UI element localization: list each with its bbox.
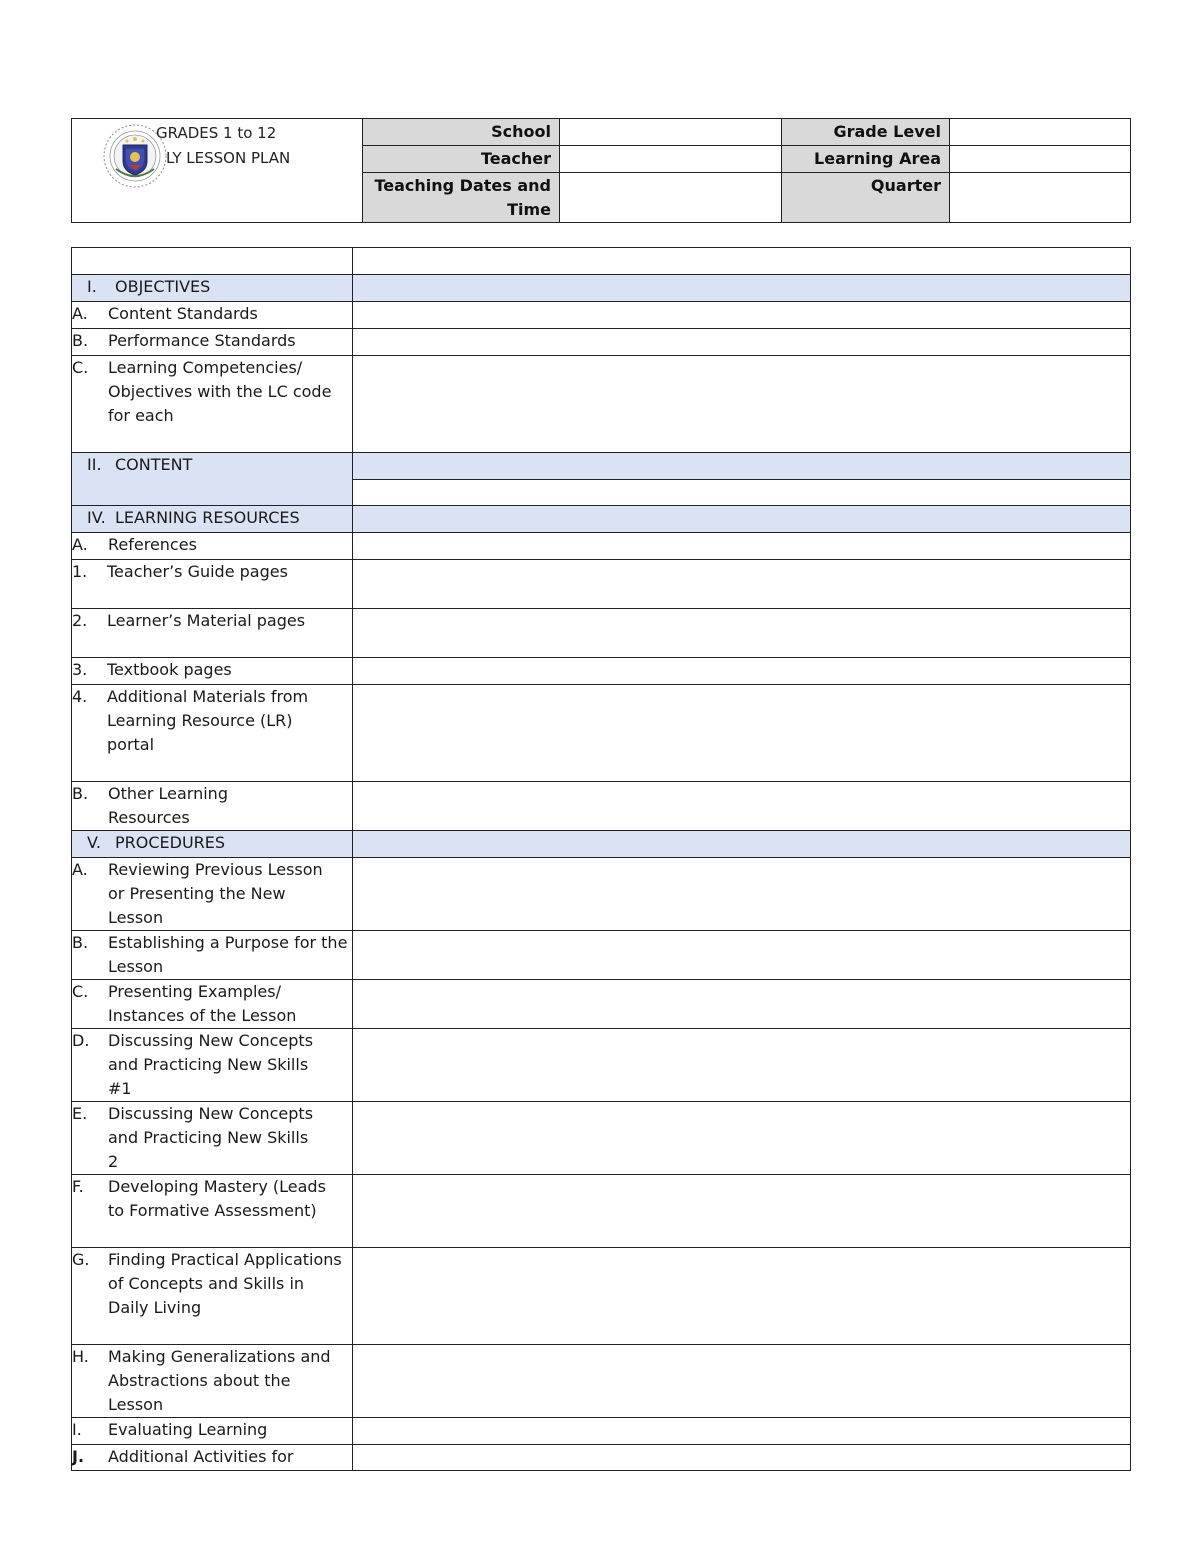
learning-area-field[interactable] [950, 146, 1131, 173]
section-label-objectives [72, 275, 353, 302]
item-marker: B. [72, 933, 89, 952]
row-label [72, 931, 353, 980]
row-label [72, 1175, 353, 1248]
teacher-field[interactable] [560, 146, 782, 173]
performance-standards-field[interactable] [353, 329, 1131, 356]
table-row [72, 931, 1131, 980]
item-text: Other Learning Resources [108, 784, 228, 827]
textbook-pages-field[interactable] [353, 658, 1131, 685]
row-label [72, 1029, 353, 1102]
lesson-plan-table [71, 247, 1131, 1471]
item-marker: 2. [72, 611, 88, 630]
table-row [72, 1248, 1131, 1345]
item-marker: 4. [72, 687, 88, 706]
item-text: Discussing New Concepts and Practicing New Skills 2 [108, 1104, 314, 1171]
table-row [72, 658, 1131, 685]
form-title-line1: GRADES 1 to 12 [156, 124, 277, 142]
establishing-purpose-field[interactable] [353, 931, 1131, 980]
item-marker: G. [72, 1250, 90, 1269]
table-row [72, 1029, 1131, 1102]
evaluating-learning-field[interactable] [353, 1418, 1131, 1445]
discussing-concepts-2-field[interactable] [353, 1102, 1131, 1175]
section-number: IV. [87, 508, 106, 527]
blank-cell [72, 248, 353, 275]
row-label [72, 1248, 353, 1345]
item-text: Establishing a Purpose for the Lesson [108, 933, 348, 976]
table-row [72, 302, 1131, 329]
row-label [72, 1418, 353, 1445]
section-fill [353, 831, 1131, 858]
table-row [72, 782, 1131, 831]
item-marker: F. [72, 1177, 84, 1196]
item-marker: E. [72, 1104, 88, 1123]
row-label [72, 609, 353, 658]
section-fill [353, 275, 1131, 302]
table-row [72, 560, 1131, 609]
item-marker: A. [72, 535, 88, 554]
form-title-line2: LY LESSON PLAN [166, 149, 291, 167]
developing-mastery-field[interactable] [353, 1175, 1131, 1248]
section-fill [353, 506, 1131, 533]
item-marker: B. [72, 784, 89, 803]
table-row [72, 1445, 1131, 1471]
item-text: Learning Competencies/ Objectives with the LC code for each [108, 358, 332, 425]
section-title: OBJECTIVES [115, 277, 211, 296]
item-text: References [108, 535, 197, 554]
section-label-content [72, 453, 353, 506]
item-text: Presenting Examples/ Instances of the Lesson [108, 982, 297, 1025]
row-label [72, 782, 353, 831]
table-row [72, 1175, 1131, 1248]
item-marker: A. [72, 304, 88, 323]
row-label [72, 1445, 353, 1471]
section-title: LEARNING RESOURCES [115, 508, 300, 527]
section-number: V. [87, 833, 101, 852]
item-marker: 3. [72, 660, 88, 679]
item-text: Developing Mastery (Leads to Formative Assessment) [108, 1177, 326, 1220]
item-marker: A. [72, 860, 88, 879]
section-row-objectives [72, 275, 1131, 302]
learners-material-field[interactable] [353, 609, 1131, 658]
item-text: Textbook pages [107, 660, 232, 679]
item-text: Teacher’s Guide pages [107, 562, 288, 581]
teaching-dates-label [363, 173, 560, 223]
blank-header-row [72, 248, 1131, 275]
item-text: Additional Materials from Learning Resource (LR) portal [107, 687, 309, 754]
school-label: School [363, 119, 560, 146]
row-label [72, 980, 353, 1029]
discussing-concepts-1-field[interactable] [353, 1029, 1131, 1102]
table-row [72, 1102, 1131, 1175]
table-row [72, 329, 1131, 356]
item-marker: B. [72, 331, 89, 350]
section-title: CONTENT [115, 455, 193, 474]
item-text: Content Standards [108, 304, 258, 323]
table-row [72, 685, 1131, 782]
quarter-label: Quarter [782, 173, 950, 223]
row-label [72, 1345, 353, 1418]
section-label-learning-resources [72, 506, 353, 533]
row-label [72, 302, 353, 329]
presenting-examples-field[interactable] [353, 980, 1131, 1029]
item-text: Additional Activities for [108, 1447, 294, 1466]
row-label [72, 658, 353, 685]
header-table [71, 118, 1131, 223]
table-row [72, 1345, 1131, 1418]
item-marker: J. [72, 1447, 85, 1466]
other-resources-field[interactable] [353, 782, 1131, 831]
section-row-learning-resources [72, 506, 1131, 533]
teachers-guide-field[interactable] [353, 560, 1131, 609]
item-marker: C. [72, 982, 89, 1001]
item-text: Performance Standards [108, 331, 296, 350]
practical-applications-field[interactable] [353, 1248, 1131, 1345]
row-label [72, 685, 353, 782]
blank-cell[interactable] [353, 248, 1131, 275]
table-row [72, 533, 1131, 560]
teaching-dates-label-line2: Time [507, 200, 551, 219]
references-field[interactable] [353, 533, 1131, 560]
row-label [72, 1102, 353, 1175]
learning-area-label: Learning Area [782, 146, 950, 173]
item-marker: C. [72, 358, 89, 377]
teaching-dates-field[interactable] [560, 173, 782, 223]
reviewing-lesson-field[interactable] [353, 858, 1131, 931]
section-title: PROCEDURES [115, 833, 226, 852]
teaching-dates-label-line1: Teaching Dates and [374, 176, 551, 195]
quarter-field[interactable] [950, 173, 1131, 223]
row-label [72, 329, 353, 356]
section-fill [353, 453, 1131, 480]
item-text: Evaluating Learning [108, 1420, 268, 1439]
table-row [72, 356, 1131, 453]
grade-level-label: Grade Level [782, 119, 950, 146]
table-row [72, 609, 1131, 658]
item-marker: H. [72, 1347, 89, 1366]
content-standards-field[interactable] [353, 302, 1131, 329]
generalizations-field[interactable] [353, 1345, 1131, 1418]
row-label [72, 560, 353, 609]
row-label [72, 533, 353, 560]
item-text: Reviewing Previous Lesson or Presenting the New Lesson [108, 860, 323, 927]
item-marker: D. [72, 1031, 90, 1050]
content-field[interactable] [353, 480, 1131, 506]
additional-materials-field[interactable] [353, 685, 1131, 782]
section-number: I. [87, 277, 97, 296]
item-marker: I. [72, 1420, 82, 1439]
item-text: Learner’s Material pages [107, 611, 306, 630]
section-number: II. [87, 455, 102, 474]
additional-activities-field[interactable] [353, 1445, 1131, 1471]
section-label-procedures [72, 831, 353, 858]
grade-level-field[interactable] [950, 119, 1131, 146]
learning-competencies-field[interactable] [353, 356, 1131, 453]
item-text: Discussing New Concepts and Practicing New Skills #1 [108, 1031, 314, 1098]
section-row-content [72, 453, 1131, 480]
school-field[interactable] [560, 119, 782, 146]
item-text: Making Generalizations and Abstractions about the Lesson [108, 1347, 331, 1414]
teacher-label: Teacher [363, 146, 560, 173]
row-label [72, 356, 353, 453]
table-row [72, 1418, 1131, 1445]
table-row [72, 858, 1131, 931]
section-row-procedures [72, 831, 1131, 858]
item-text: Finding Practical Applications of Concepts and Skills in Daily Living [108, 1250, 342, 1317]
row-label [72, 858, 353, 931]
table-row [72, 980, 1131, 1029]
item-marker: 1. [72, 562, 88, 581]
title-block [72, 119, 363, 223]
